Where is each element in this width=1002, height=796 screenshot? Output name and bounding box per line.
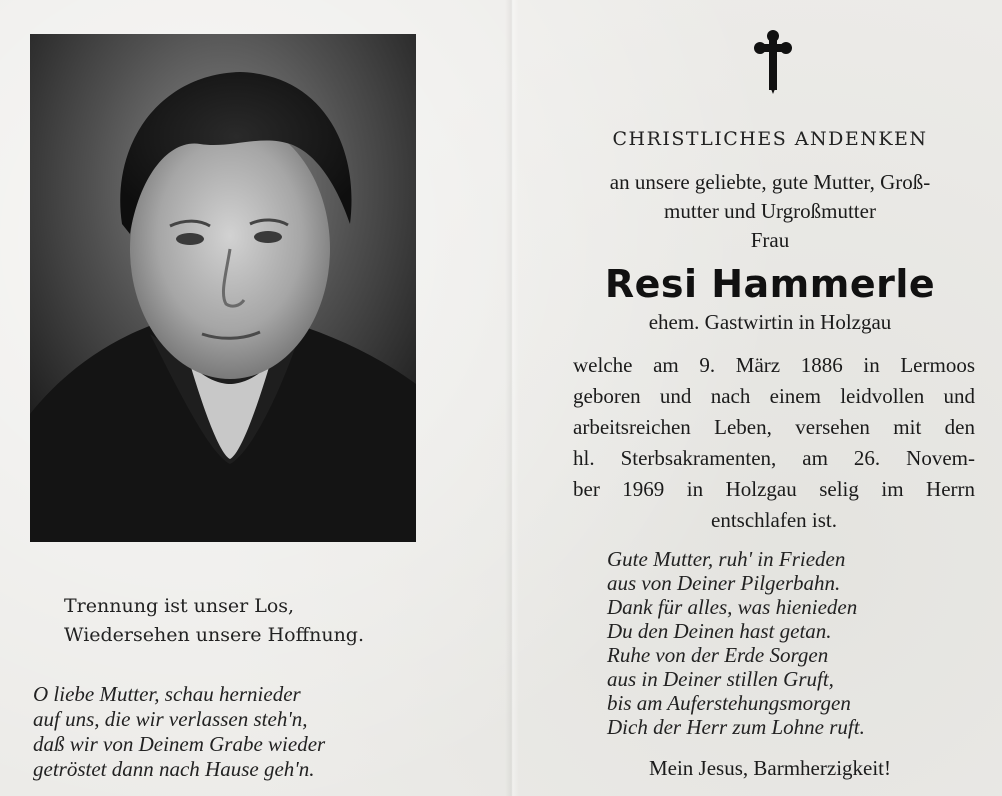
poem-line: Ruhe von der Erde Sorgen [607,643,829,667]
dedication-line: Frau [750,228,790,252]
prayer [33,682,483,782]
heading: CHRISTLICHES ANDENKEN [612,128,928,150]
poem-line: bis am Auferstehungsmorgen [607,691,851,715]
bio-line: hl. Sterbsakramenten, am 26. Novem- [573,446,975,470]
poem [607,547,967,739]
deceased-name: Resi Hammerle [604,262,936,306]
poem-line: aus in Deiner stillen Gruft, [607,667,834,691]
dedication [560,168,980,255]
portrait-photo [30,34,416,542]
bio-line: ber 1969 in Holzgau selig im Herrn [573,477,975,501]
bio-line: entschlafen ist. [711,508,837,532]
closing-invocation: Mein Jesus, Barmherzigkeit! [648,756,892,780]
bio-line: geboren und nach einem leidvollen und [573,384,975,408]
motto-line: Trennung ist unser Los, [64,595,295,617]
card-fold [505,0,519,796]
biography [573,350,975,536]
motto-line: Wiedersehen unsere Hoffnung. [64,624,365,646]
poem-line: aus von Deiner Pilgerbahn. [607,571,841,595]
dedication-line: an unsere geliebte, gute Mutter, Groß- [609,170,931,194]
bio-line: welche am 9. März 1886 in Lermoos [573,353,975,377]
prayer-line: daß wir von Deinem Grabe wieder [33,732,326,756]
prayer-line: getröstet dann nach Hause geh'n. [33,757,315,781]
prayer-line: O liebe Mutter, schau hernieder [33,682,301,706]
motto [64,592,484,650]
occupation: ehem. Gastwirtin in Holzgau [648,310,892,334]
poem-line: Gute Mutter, ruh' in Frieden [607,547,846,571]
portrait-icon [30,34,416,542]
bio-line: arbeitsreichen Leben, versehen mit den [573,415,975,439]
poem-line: Dich der Herr zum Lohne ruft. [607,715,865,739]
prayer-line: auf uns, die wir verlassen steh'n, [33,707,308,731]
trefoil-cross-icon [752,28,794,94]
poem-line: Du den Deinen hast getan. [607,619,832,643]
poem-line: Dank für alles, was hienieden [607,595,858,619]
dedication-line: mutter und Urgroßmutter [664,199,876,223]
